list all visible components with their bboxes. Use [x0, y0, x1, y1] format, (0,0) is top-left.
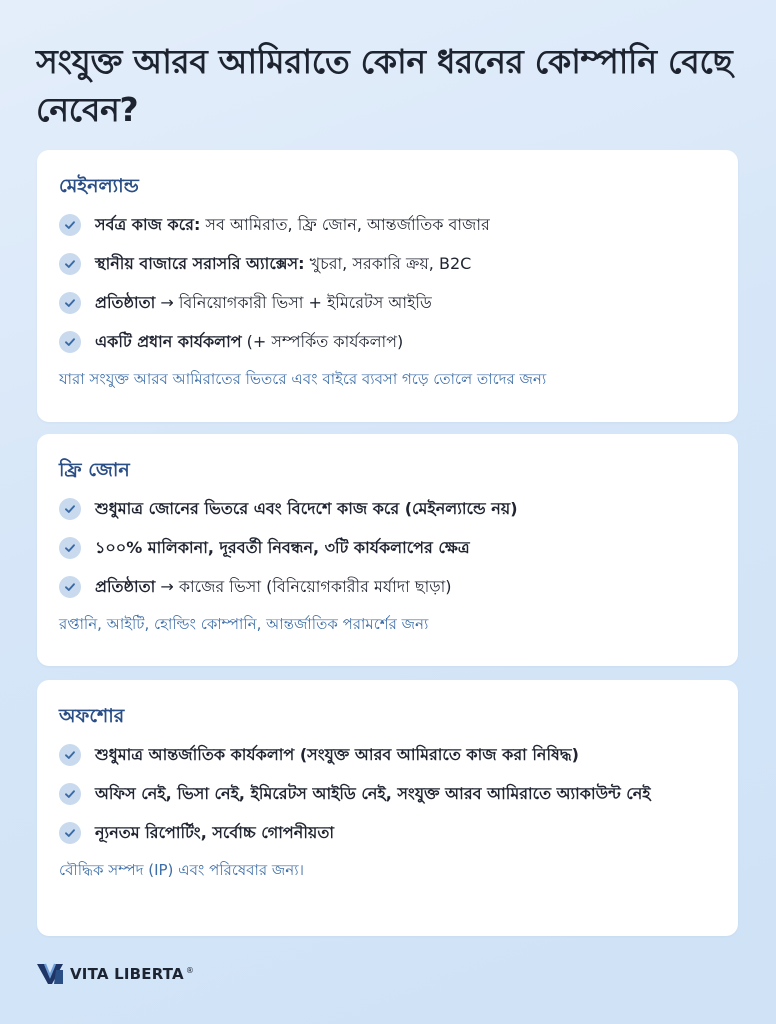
item-text: সর্বত্র কাজ করে: সব আমিরাত, ফ্রি জোন, আন্তর্জাতিক বাজার	[95, 215, 490, 234]
check-icon	[59, 331, 81, 353]
item-text: ১০০% মালিকানা, দূরবর্তী নিবন্ধন, ৩টি কার্যকলাপের ক্ষেত্র	[95, 538, 470, 557]
card-free-zone	[37, 434, 738, 666]
check-icon	[59, 576, 81, 598]
item-text: স্থানীয় বাজারে সরাসরি অ্যাক্সেস: খুচরা, সরকারি ক্রয়, B2C	[95, 254, 472, 273]
card-note: যারা সংযুক্ত আরব আমিরাতের ভিতরে এবং বাইরে ব্যবসা গড়ে তোলে তাদের জন্য	[59, 370, 547, 388]
card-title: মেইনল্যান্ড	[59, 175, 139, 197]
list-item	[59, 742, 716, 768]
item-text: শুধুমাত্র জোনের ভিতরে এবং বিদেশে কাজ করে (মেইনল্যান্ডে নয়)	[95, 499, 518, 518]
list-item	[59, 781, 716, 807]
item-text: প্রতিষ্ঠাতা → বিনিয়োগকারী ভিসা + ইমিরেটস আইডি	[95, 293, 432, 312]
check-icon	[59, 253, 81, 275]
card-note: রপ্তানি, আইটি, হোল্ডিং কোম্পানি, আন্তর্জাতিক পরামর্শের জন্য	[59, 615, 429, 633]
item-text: ন্যূনতম রিপোর্টিং, সর্বোচ্চ গোপনীয়তা	[95, 823, 334, 842]
list-item	[59, 251, 716, 277]
list-item	[59, 820, 716, 846]
item-text: শুধুমাত্র আন্তর্জাতিক কার্যকলাপ (সংযুক্ত আরব আমিরাতে কাজ করা নিষিদ্ধ)	[95, 745, 579, 764]
check-icon	[59, 214, 81, 236]
item-text: অফিস নেই, ভিসা নেই, ইমিরেটস আইডি নেই, সংযুক্ত আরব আমিরাতে অ্যাকাউন্ট নেই	[95, 784, 651, 803]
card-mainland	[37, 150, 738, 422]
card-title: অফশোর	[59, 705, 125, 727]
check-icon	[59, 822, 81, 844]
card-note: বৌদ্ধিক সম্পদ (IP) এবং পরিষেবার জন্য।	[59, 861, 304, 879]
card-offshore	[37, 680, 738, 936]
brand	[36, 962, 194, 986]
check-icon	[59, 744, 81, 766]
check-icon	[59, 292, 81, 314]
item-text: প্রতিষ্ঠাতা → কাজের ভিসা (বিনিয়োগকারীর মর্যাদা ছাড়া)	[95, 577, 452, 596]
list-item	[59, 574, 716, 600]
card-title: ফ্রি জোন	[59, 459, 130, 481]
brand-name: VITA LIBERTA	[70, 965, 184, 983]
list-item	[59, 290, 716, 316]
list-item	[59, 496, 716, 522]
vita-liberta-logo-icon	[36, 962, 64, 986]
check-icon	[59, 498, 81, 520]
item-text: একটি প্রধান কার্যকলাপ (+ সম্পর্কিত কার্যকলাপ)	[95, 332, 404, 351]
check-icon	[59, 537, 81, 559]
list-item	[59, 329, 716, 355]
registered-mark: ®	[185, 965, 194, 975]
list-item	[59, 535, 716, 561]
check-icon	[59, 783, 81, 805]
page-title: সংযুক্ত আরব আমিরাতে কোন ধরনের কোম্পানি বেছে নেবেন?	[36, 42, 733, 129]
list-item	[59, 212, 716, 238]
